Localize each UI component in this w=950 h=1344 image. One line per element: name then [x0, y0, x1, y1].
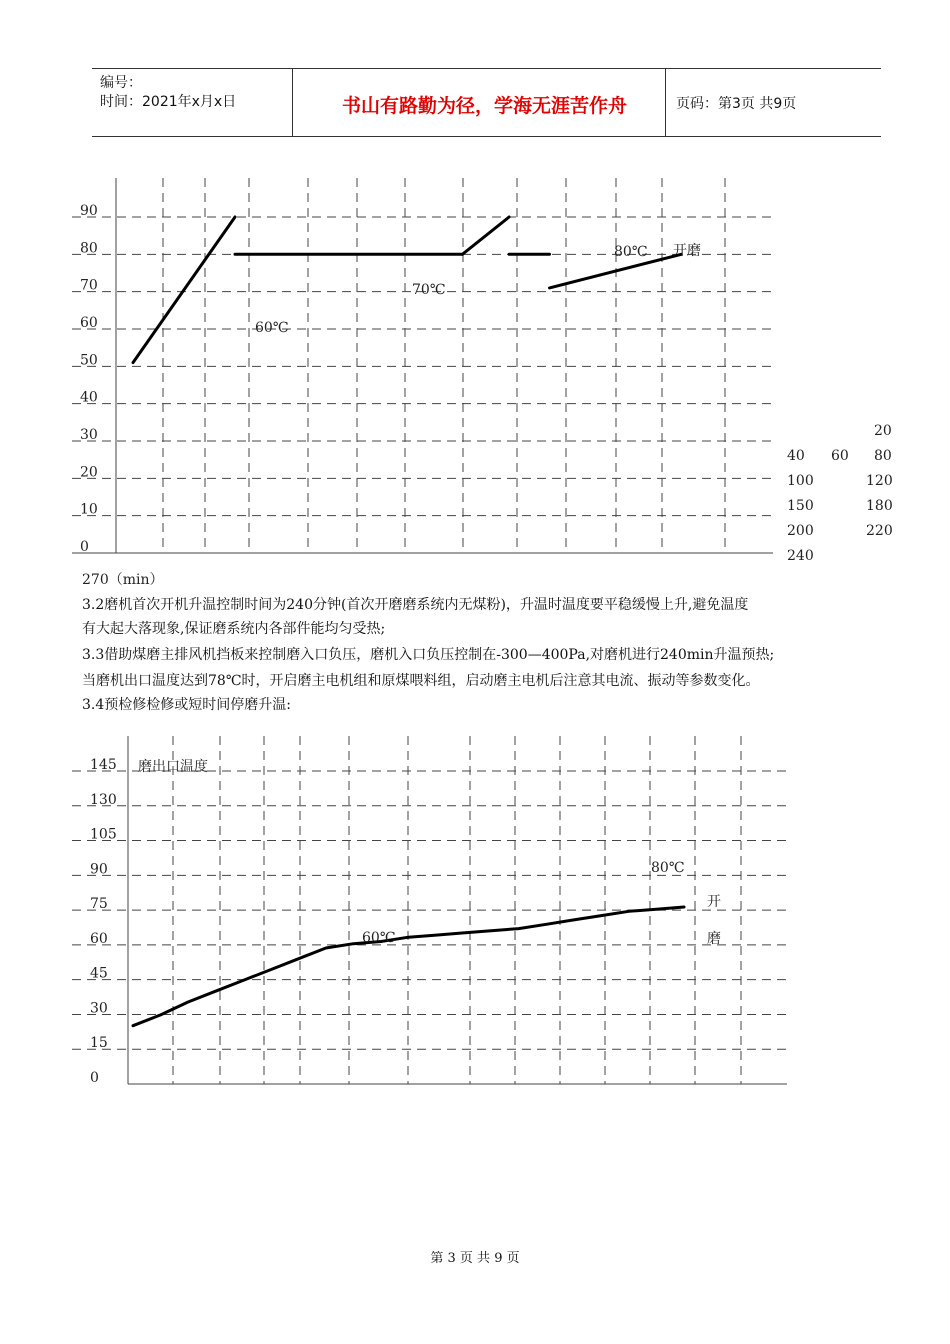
y-tick-label: 130: [90, 791, 117, 808]
y-tick-label: 105: [90, 826, 117, 843]
y-tick-labels: [90, 757, 117, 1086]
annotations: [138, 758, 721, 947]
header-divider: [665, 69, 666, 136]
x-tick-labels: [82, 423, 893, 588]
annotation-60c: 60℃: [362, 930, 396, 946]
y-tick-label: 145: [90, 757, 117, 773]
y-tick-label: 80: [80, 240, 98, 257]
y-axis-title: 磨出口温度: [138, 759, 208, 775]
x-tick-label: 150: [787, 498, 814, 514]
annotation-start-mill: 开磨: [673, 243, 701, 259]
y-tick-label: 0: [90, 1070, 99, 1086]
x-tick-label: 60: [831, 448, 849, 464]
page-footer: 第 3 页 共 9 页: [430, 1251, 520, 1266]
x-tick-label: 220: [866, 523, 893, 539]
paragraph-3-3-line-1: 3.3借助煤磨主排风机挡板来控制磨入口负压，磨机入口负压控制在-300—400Pa,对磨机进行240min升温预热;: [82, 647, 775, 663]
series-line-segment-3: [462, 217, 509, 254]
x-tick-label: 100: [787, 473, 814, 489]
paragraph-3-2-line-1: 3.2磨机首次开机升温控制时间为240分钟(首次开磨磨系统内无煤粉)，升温时温度要平稳缓慢上升,避免温度: [82, 597, 749, 613]
y-tick-label: 0: [80, 539, 89, 555]
y-tick-label: 30: [90, 1000, 108, 1017]
y-tick-labels: [80, 203, 98, 555]
x-tick-label: 80: [874, 448, 892, 464]
y-tick-label: 40: [80, 389, 98, 406]
paragraph-3-2-line-2: 有大起大落现象,保证磨系统内各部件能均匀受热;: [82, 621, 386, 637]
x-tick-label: 40: [787, 448, 805, 464]
annotations: [255, 243, 701, 336]
chart-grid: [72, 178, 773, 553]
x-tick-label: 200: [787, 523, 814, 539]
document-number-label: 编号：: [100, 75, 142, 91]
annotation-start: 开: [707, 894, 721, 910]
annotation-80c: 80℃: [651, 860, 685, 876]
series-lines: [133, 217, 681, 363]
x-tick-label: 120: [866, 473, 893, 489]
y-tick-label: 60: [80, 315, 98, 331]
x-tick-label: 20: [874, 423, 892, 439]
chart-grid: [72, 736, 787, 1084]
x-axis-label: 270（min）: [82, 572, 164, 588]
header-divider: [292, 69, 293, 136]
y-tick-label: 60: [90, 930, 108, 947]
page-header: [92, 68, 881, 137]
annotation-70c: 70℃: [412, 282, 446, 298]
heating-curve-chart-2: [0, 730, 950, 1090]
x-tick-label: 240: [787, 548, 814, 564]
y-tick-label: 45: [90, 965, 108, 982]
document-time-label: 时间：2021年x月x日: [100, 94, 237, 110]
y-tick-label: 50: [80, 352, 98, 369]
header-motto: 书山有路勤为径，学海无涯苦作舟: [341, 95, 627, 117]
x-tick-label: 180: [866, 498, 893, 514]
paragraph-3-3-line-2: 当磨机出口温度达到78℃时，开启磨主电机组和原煤喂料组，启动磨主电机后注意其电流、振动等参数变化。: [82, 673, 760, 689]
y-tick-label: 30: [80, 427, 98, 443]
annotation-80c: 80℃: [614, 244, 648, 260]
y-tick-label: 75: [90, 896, 108, 913]
page-number-label: 页码：第3页 共9页: [676, 96, 797, 112]
annotation-60c: 60℃: [255, 320, 289, 336]
y-tick-label: 70: [80, 277, 98, 294]
series-line-segment-1: [133, 217, 235, 363]
y-tick-label: 90: [90, 861, 108, 878]
annotation-mill: 磨: [707, 931, 721, 947]
y-tick-label: 90: [80, 203, 98, 219]
paragraph-3-4: 3.4预检修检修或短时间停磨升温:: [82, 697, 291, 713]
y-tick-label: 10: [80, 501, 98, 518]
y-tick-label: 20: [80, 464, 98, 481]
y-tick-label: 15: [90, 1035, 108, 1052]
heating-curve-chart-1: [0, 170, 950, 590]
